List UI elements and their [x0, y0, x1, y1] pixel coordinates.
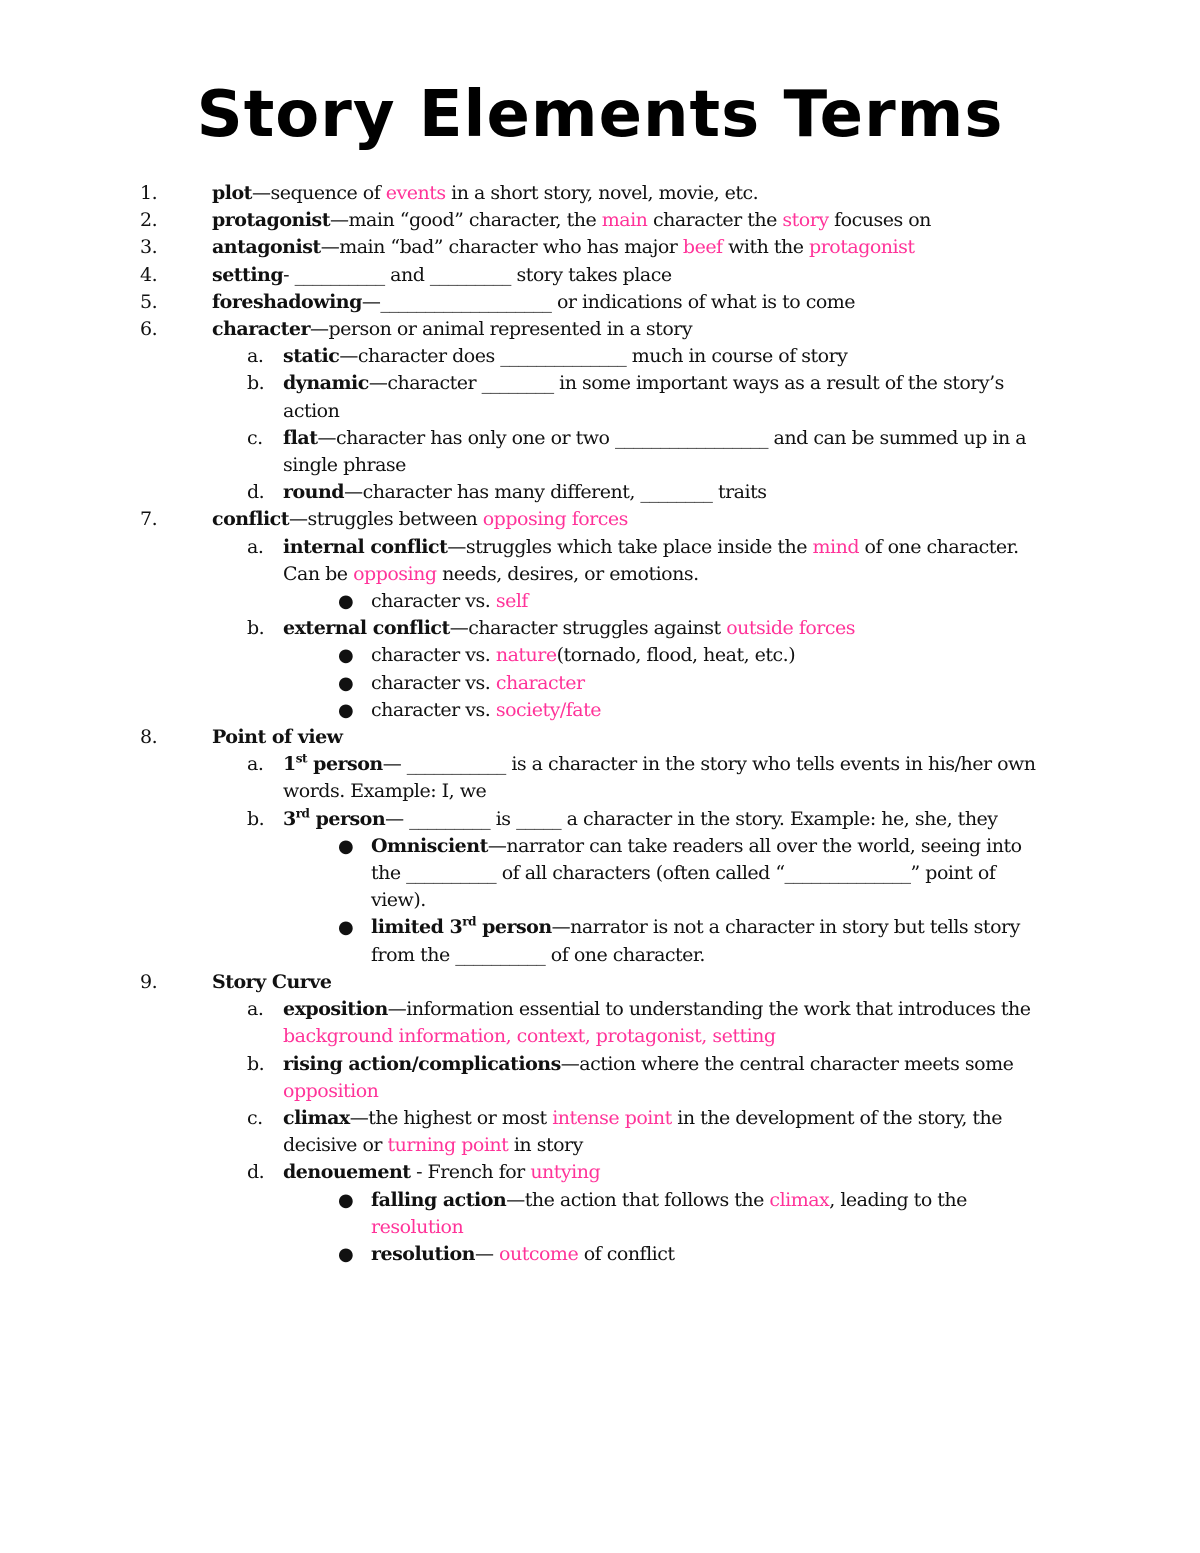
bullet-marker: ●	[338, 699, 354, 721]
highlighted-answer: beef	[682, 236, 723, 259]
definition-text: —___________________ or indications of what is to come	[361, 290, 856, 313]
definition-text: - French for	[410, 1161, 531, 1184]
highlighted-answer: resolution	[371, 1215, 464, 1238]
item-text	[212, 724, 1048, 751]
list-marker: b.	[247, 617, 265, 640]
term-label: foreshadowing	[212, 290, 362, 313]
list-marker: d.	[247, 481, 265, 504]
item-text	[212, 180, 1048, 207]
highlighted-answer: opposing	[353, 562, 437, 585]
sub-list-item	[0, 1105, 1200, 1159]
superscript: rd	[462, 915, 476, 930]
item-text	[212, 316, 1048, 343]
item-text	[283, 1051, 1048, 1105]
definition-text: (tornado, flood, heat, etc.)	[556, 644, 796, 667]
definition-text: in the development of the story, the decisive or	[283, 1106, 1003, 1157]
term-label: dynamic	[283, 372, 369, 395]
list-marker: 5.	[140, 290, 158, 313]
definition-text: —action where the central character meets some	[560, 1052, 1014, 1075]
term-label: Point of view	[212, 726, 343, 749]
superscript: rd	[295, 806, 310, 821]
item-text	[283, 806, 1048, 833]
term-label: static	[283, 345, 340, 368]
highlighted-answer: background information, context, protagonist, setting	[283, 1025, 776, 1048]
term-label: person	[309, 807, 386, 830]
bullet-marker: ●	[338, 672, 354, 694]
term-label: external conflict	[283, 617, 450, 640]
item-text	[371, 914, 1048, 968]
sub-list-item	[0, 479, 1200, 506]
definition-text: of conflict	[578, 1242, 675, 1265]
list-marker: c.	[247, 1106, 263, 1129]
definition-text: character vs.	[371, 644, 496, 667]
item-text	[212, 207, 1048, 234]
term-label: protagonist	[212, 209, 331, 232]
sub-list-item	[0, 534, 1200, 588]
highlighted-answer: nature	[495, 644, 557, 667]
definition-text: , leading to the	[829, 1188, 967, 1211]
term-label: person	[307, 753, 383, 776]
list-item	[0, 724, 1200, 751]
highlighted-answer: opposing forces	[482, 508, 628, 531]
term-label: 3	[283, 807, 296, 830]
definition-text: character the	[647, 209, 783, 232]
list-item	[0, 969, 1200, 996]
definition-text: —character does ______________ much in course of story	[339, 345, 848, 368]
list-marker: a.	[247, 345, 264, 368]
list-marker: c.	[247, 426, 263, 449]
sub-list-item	[0, 343, 1200, 370]
sub-list-item	[0, 751, 1200, 805]
item-text	[212, 289, 1048, 316]
highlighted-answer: character	[495, 671, 585, 694]
term-label: Omniscient	[371, 834, 488, 857]
definition-text: —character ________ in some important ways as a result of the story’s action	[283, 372, 1004, 422]
definition-text: —the highest or most	[349, 1106, 553, 1129]
definition-text: character vs.	[371, 590, 496, 613]
list-marker: 2.	[140, 209, 158, 232]
item-text	[283, 1105, 1048, 1159]
list-marker: 3.	[140, 236, 158, 259]
list-item	[0, 316, 1200, 343]
definition-text: —main “good” character, the	[330, 209, 602, 232]
highlighted-answer: mind	[812, 535, 860, 558]
highlighted-answer: climax	[769, 1188, 830, 1211]
definition-text: —	[474, 1242, 500, 1265]
term-label: resolution	[371, 1242, 475, 1265]
item-text	[371, 1187, 1048, 1241]
definition-text: — _________ is _____ a character in the story. Example: he, she, they	[385, 807, 998, 830]
definition-text: —main “bad” character who has major	[320, 236, 683, 259]
term-label: exposition	[283, 998, 388, 1021]
item-text	[212, 506, 1048, 533]
highlighted-answer: outcome	[499, 1242, 579, 1265]
definition-text: —character has only one or two _________________ and can be summed up in a single phrase	[283, 426, 1027, 477]
definition-text: —person or animal represented in a story	[309, 318, 693, 341]
terms-list	[0, 180, 1200, 1268]
list-marker: b.	[247, 1052, 265, 1075]
item-text	[283, 996, 1048, 1050]
bullet-item	[0, 697, 1200, 724]
list-marker: a.	[247, 753, 264, 776]
highlighted-answer: self	[495, 590, 528, 613]
item-text	[212, 234, 1048, 261]
definition-text: —narrator can take readers all over the world, seeing into the __________ of all characters (often called “______________” point of view).	[371, 834, 1022, 912]
bullet-marker: ●	[338, 645, 354, 667]
list-marker: 1.	[140, 182, 158, 204]
highlighted-answer: story	[782, 209, 829, 232]
bullet-item	[0, 833, 1200, 915]
bullet-marker: ●	[338, 1243, 354, 1265]
definition-text: —sequence of	[251, 182, 386, 204]
item-text	[371, 697, 1048, 724]
page-title: Story Elements Terms	[196, 78, 1004, 152]
definition-text: character vs.	[371, 698, 496, 721]
highlighted-answer: main	[601, 209, 648, 232]
list-item	[0, 289, 1200, 316]
highlighted-answer: untying	[530, 1161, 601, 1184]
item-text	[371, 642, 1048, 669]
bullet-marker: ●	[338, 1189, 354, 1211]
list-marker: 6.	[140, 318, 158, 341]
highlighted-answer: intense point	[552, 1106, 672, 1129]
term-label: character	[212, 318, 310, 341]
bullet-marker: ●	[338, 835, 354, 857]
definition-text: —information essential to understanding the work that introduces the	[387, 998, 1031, 1021]
definition-text: - __________ and _________ story takes place	[283, 263, 672, 286]
highlighted-answer: outside forces	[726, 617, 856, 640]
bullet-marker: ●	[338, 917, 354, 939]
superscript: st	[295, 751, 308, 766]
highlighted-answer: events	[385, 182, 446, 204]
item-text	[283, 751, 1048, 805]
item-text	[283, 425, 1048, 479]
definition-text: — ___________ is a character in the story who tells events in his/her own words. Example: I, we	[283, 753, 1036, 803]
item-text	[283, 615, 1048, 642]
definition-text: —struggles between	[289, 508, 483, 531]
item-text	[371, 588, 1048, 615]
term-label: flat	[283, 426, 318, 449]
sub-list-item	[0, 615, 1200, 642]
list-marker: 9.	[140, 970, 158, 993]
highlighted-answer: society/fate	[495, 698, 601, 721]
item-text	[283, 370, 1048, 424]
sub-list-item	[0, 996, 1200, 1050]
term-label: round	[283, 481, 345, 504]
item-text	[283, 343, 1048, 370]
item-text	[283, 1159, 1048, 1186]
item-text	[212, 969, 1048, 996]
list-item	[0, 262, 1200, 289]
sub-list-item	[0, 370, 1200, 424]
term-label: conflict	[212, 508, 290, 531]
definition-text: in a short story, novel, movie, etc.	[445, 182, 759, 204]
sub-list-item	[0, 806, 1200, 833]
definition-text: —character struggles against	[449, 617, 727, 640]
list-marker: 4.	[140, 263, 158, 286]
sub-list-item	[0, 1159, 1200, 1186]
item-text	[371, 1241, 1048, 1268]
definition-text: —struggles which take place inside the	[447, 535, 813, 558]
list-marker: 7.	[140, 508, 158, 531]
term-label: 1	[283, 753, 296, 776]
list-marker: a.	[247, 998, 264, 1021]
bullet-item	[0, 670, 1200, 697]
term-label: internal conflict	[283, 535, 448, 558]
definition-text: needs, desires, or emotions.	[436, 562, 699, 585]
highlighted-answer: opposition	[283, 1079, 379, 1102]
term-label: limited 3	[371, 916, 463, 939]
definition-text: in story	[508, 1134, 583, 1157]
sub-list-item	[0, 1051, 1200, 1105]
item-text	[283, 479, 1048, 506]
term-label: denouement	[283, 1161, 411, 1184]
bullet-item	[0, 588, 1200, 615]
sub-list-item	[0, 425, 1200, 479]
definition-text: of one character. Can be	[283, 535, 1019, 585]
highlighted-answer: turning point	[387, 1134, 509, 1157]
list-marker: 8.	[140, 726, 158, 749]
definition-text: with the	[722, 236, 810, 259]
item-text	[371, 670, 1048, 697]
list-marker: a.	[247, 535, 264, 558]
list-marker: b.	[247, 372, 265, 395]
term-label: person	[475, 916, 552, 939]
definition-text: —character has many different, ________ traits	[344, 481, 767, 504]
list-item	[0, 506, 1200, 533]
bullet-marker: ●	[338, 591, 354, 613]
list-marker: b.	[247, 807, 265, 830]
definition-text: —the action that follows the	[506, 1188, 770, 1211]
term-label: Story Curve	[212, 970, 332, 993]
term-label: antagonist	[212, 236, 321, 259]
item-text	[283, 534, 1048, 588]
item-text	[371, 833, 1048, 915]
term-label: plot	[212, 182, 252, 204]
list-marker: d.	[247, 1161, 265, 1184]
definition-text: —narrator is not a character in story but tells story from the __________ of one character.	[371, 916, 1020, 966]
bullet-item	[0, 914, 1200, 968]
term-label: falling action	[371, 1188, 507, 1211]
definition-text: focuses on	[828, 209, 931, 232]
term-label: rising action/complications	[283, 1052, 561, 1075]
bullet-item	[0, 1187, 1200, 1241]
term-label: climax	[283, 1106, 350, 1129]
bullet-item	[0, 1241, 1200, 1268]
list-item	[0, 180, 1200, 207]
item-text	[212, 262, 1048, 289]
list-item	[0, 207, 1200, 234]
term-label: setting	[212, 263, 284, 286]
definition-text: character vs.	[371, 671, 496, 694]
highlighted-answer: protagonist	[809, 236, 915, 259]
list-item	[0, 234, 1200, 261]
bullet-item	[0, 642, 1200, 669]
